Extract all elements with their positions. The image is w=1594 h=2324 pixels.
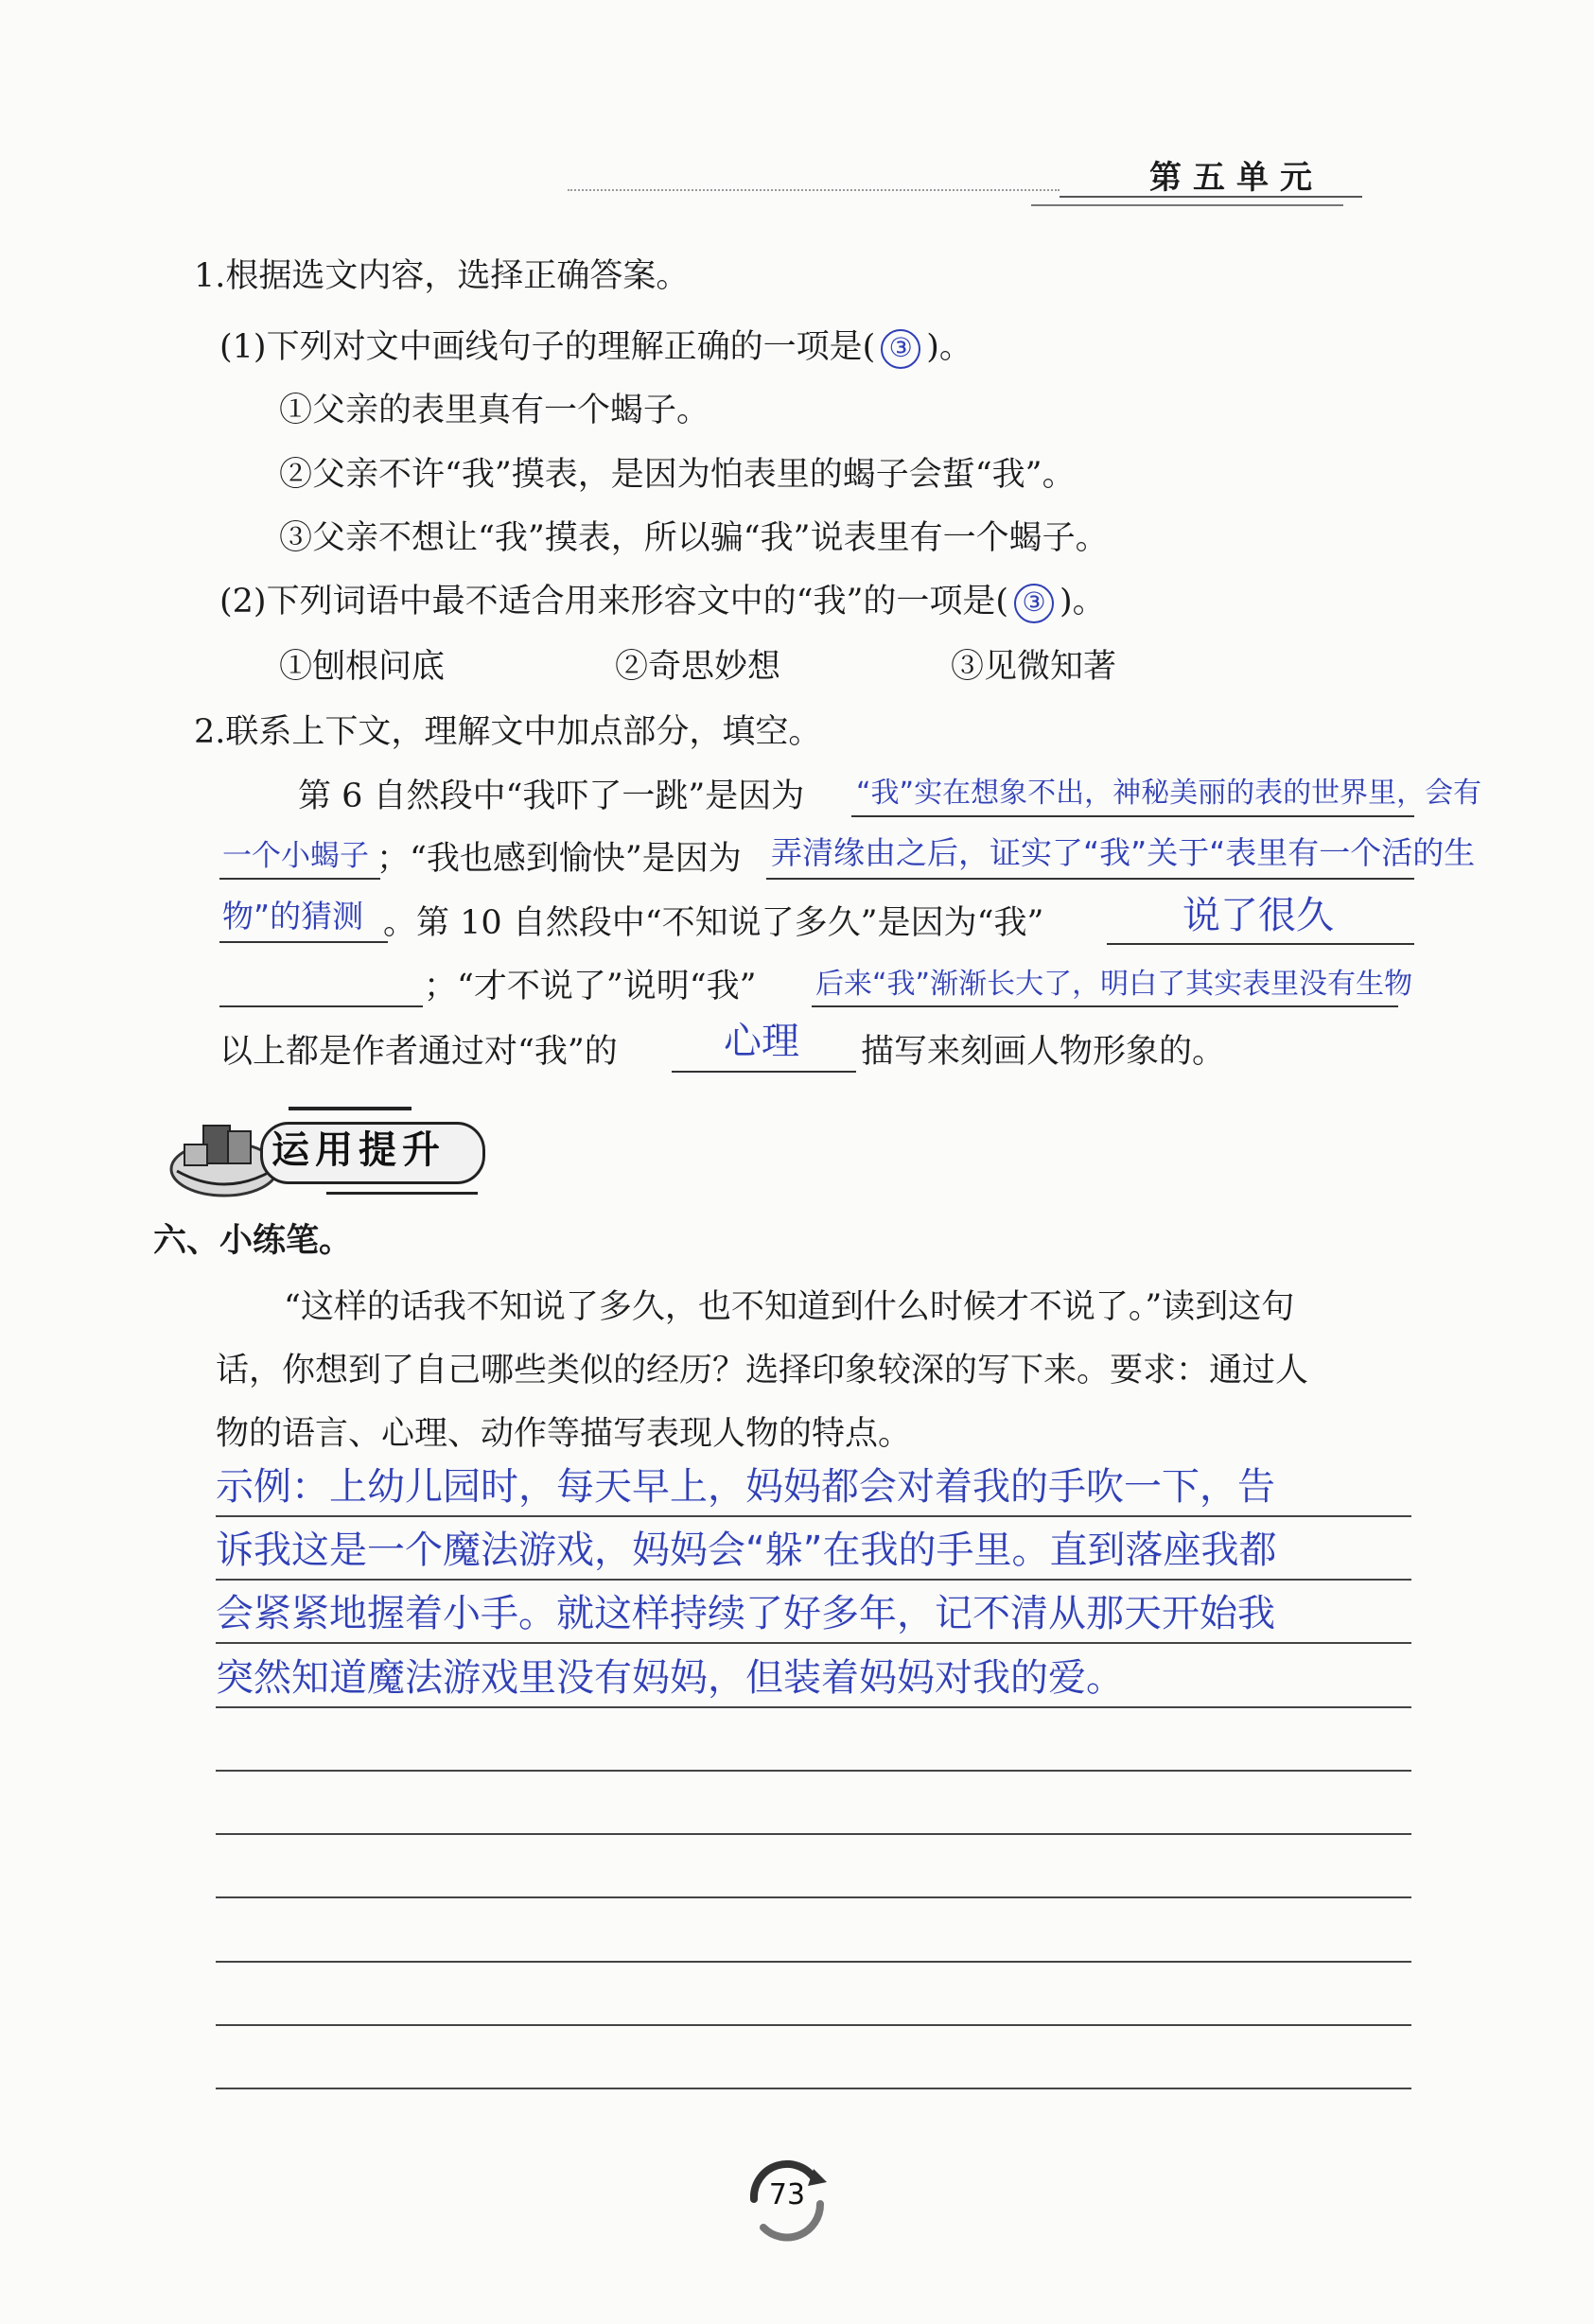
q2-blank-3 bbox=[1107, 943, 1414, 945]
essay-line-4: 突然知道魔法游戏里没有妈妈，但装着妈妈对我的爱。 bbox=[216, 1656, 1124, 1700]
writing-rule bbox=[216, 1579, 1411, 1581]
q1-sub1-answer: ③ bbox=[881, 329, 920, 369]
header-rule-2 bbox=[1031, 204, 1343, 206]
q6-prompt-2: 话，你想到了自己哪些类似的经历？选择印象较深的写下来。要求：通过人 bbox=[216, 1352, 1309, 1389]
writing-rule bbox=[216, 2088, 1411, 2089]
q2-title: 2.联系上下文，理解文中加点部分，填空。 bbox=[194, 713, 822, 751]
q2-text-2: ；“我也感到愉快”是因为 bbox=[377, 840, 742, 878]
q2-answer-1: “我”实在想象不出，神秘美丽的表的世界里，会有 bbox=[856, 777, 1482, 810]
q2-text-3: 。第 10 自然段中“不知说了多久”是因为“我” bbox=[383, 904, 1044, 942]
writing-rule bbox=[216, 1515, 1411, 1517]
q2-answer-2b: 物”的猜测 bbox=[222, 898, 364, 935]
q2-blank-2 bbox=[766, 878, 1414, 880]
q2-answer-1b: 一个小蝎子 bbox=[222, 839, 369, 873]
q2-blank-1b bbox=[219, 878, 380, 880]
q2-text-4: ；“才不说了”说明“我” bbox=[424, 968, 757, 1005]
writing-rule bbox=[216, 2024, 1411, 2026]
writing-rule bbox=[216, 1770, 1411, 1772]
q2-answer-5: 心理 bbox=[724, 1020, 799, 1063]
q1-title: 1.根据选文内容，选择正确答案。 bbox=[194, 257, 690, 295]
writing-rule bbox=[216, 1642, 1411, 1644]
page-number-badge bbox=[740, 2152, 834, 2246]
writing-rule bbox=[216, 1961, 1411, 1963]
q1-sub1-option-3: ③父亲不想让“我”摸表，所以骗“我”说表里有一个蝎子。 bbox=[279, 519, 1109, 557]
q1-sub1-option-1: ①父亲的表里真有一个蝎子。 bbox=[279, 392, 710, 429]
q2-text-6: 描写来刻画人物形象的。 bbox=[861, 1033, 1226, 1071]
header-rule-1 bbox=[1060, 196, 1362, 198]
writing-rule bbox=[216, 1896, 1411, 1898]
unit-title: 第五单元 bbox=[1149, 159, 1323, 197]
q1-sub1-stem-text: (1)下列对文中画线句子的理解正确的一项是( bbox=[219, 328, 876, 366]
section-badge bbox=[166, 1107, 506, 1201]
q6-prompt-3: 物的语言、心理、动作等描写表现人物的特点。 bbox=[216, 1415, 912, 1453]
writing-rule bbox=[216, 1706, 1411, 1708]
q2-blank-2b bbox=[219, 941, 388, 943]
q1-sub2-stem-end: )。 bbox=[1060, 583, 1106, 620]
q1-sub2-option-1: ①刨根问底 bbox=[279, 648, 446, 686]
essay-line-3: 会紧紧地握着小手。就这样持续了好多年，记不清从那天开始我 bbox=[216, 1592, 1275, 1635]
q2-text-1: 第 6 自然段中“我吓了一跳”是因为 bbox=[298, 778, 805, 815]
q1-sub1-stem bbox=[219, 326, 972, 369]
writing-rule bbox=[216, 1833, 1411, 1835]
essay-line-2: 诉我这是一个魔法游戏，妈妈会“躲”在我的手里。直到落座我都 bbox=[216, 1529, 1277, 1572]
page-number: 73 bbox=[768, 2178, 806, 2211]
header-dotted-rule bbox=[568, 189, 1060, 191]
section-badge-rule-top bbox=[289, 1107, 412, 1110]
q2-blank-1 bbox=[851, 815, 1414, 817]
q2-blank-3b bbox=[219, 1005, 423, 1007]
q2-answer-3: 说了很久 bbox=[1182, 894, 1334, 937]
q1-sub1-option-2: ②父亲不许“我”摸表，是因为怕表里的蝎子会蜇“我”。 bbox=[279, 456, 1076, 494]
q2-text-5: 以上都是作者通过对“我”的 bbox=[219, 1033, 618, 1071]
section-badge-text: 运用提升 bbox=[272, 1128, 446, 1172]
q6-prompt-1: “这样的话我不知说了多久，也不知道到什么时候才不说了。”读到这句 bbox=[284, 1288, 1295, 1326]
q1-sub2-option-3: ③见微知著 bbox=[951, 648, 1117, 686]
q2-answer-2: 弄清缘由之后，证实了“我”关于“表里有一个活的生 bbox=[771, 834, 1476, 871]
essay-line-1: 示例：上幼儿园时，每天早上，妈妈都会对着我的手吹一下，告 bbox=[216, 1465, 1275, 1509]
section-badge-rule-bottom bbox=[326, 1192, 478, 1195]
q1-sub2-stem bbox=[219, 581, 1106, 623]
q1-sub1-stem-end: )。 bbox=[926, 328, 972, 366]
q6-title: 六、小练笔。 bbox=[153, 1222, 353, 1260]
q1-sub2-answer: ③ bbox=[1014, 584, 1054, 623]
q2-answer-4: 后来“我”渐渐长大了，明白了其实表里没有生物 bbox=[815, 968, 1413, 1001]
q2-blank-4 bbox=[812, 1005, 1398, 1007]
q1-sub2-option-2: ②奇思妙想 bbox=[615, 648, 781, 686]
q1-sub2-stem-text: (2)下列词语中最不适合用来形容文中的“我”的一项是( bbox=[219, 583, 1009, 620]
q2-blank-5 bbox=[672, 1071, 856, 1073]
